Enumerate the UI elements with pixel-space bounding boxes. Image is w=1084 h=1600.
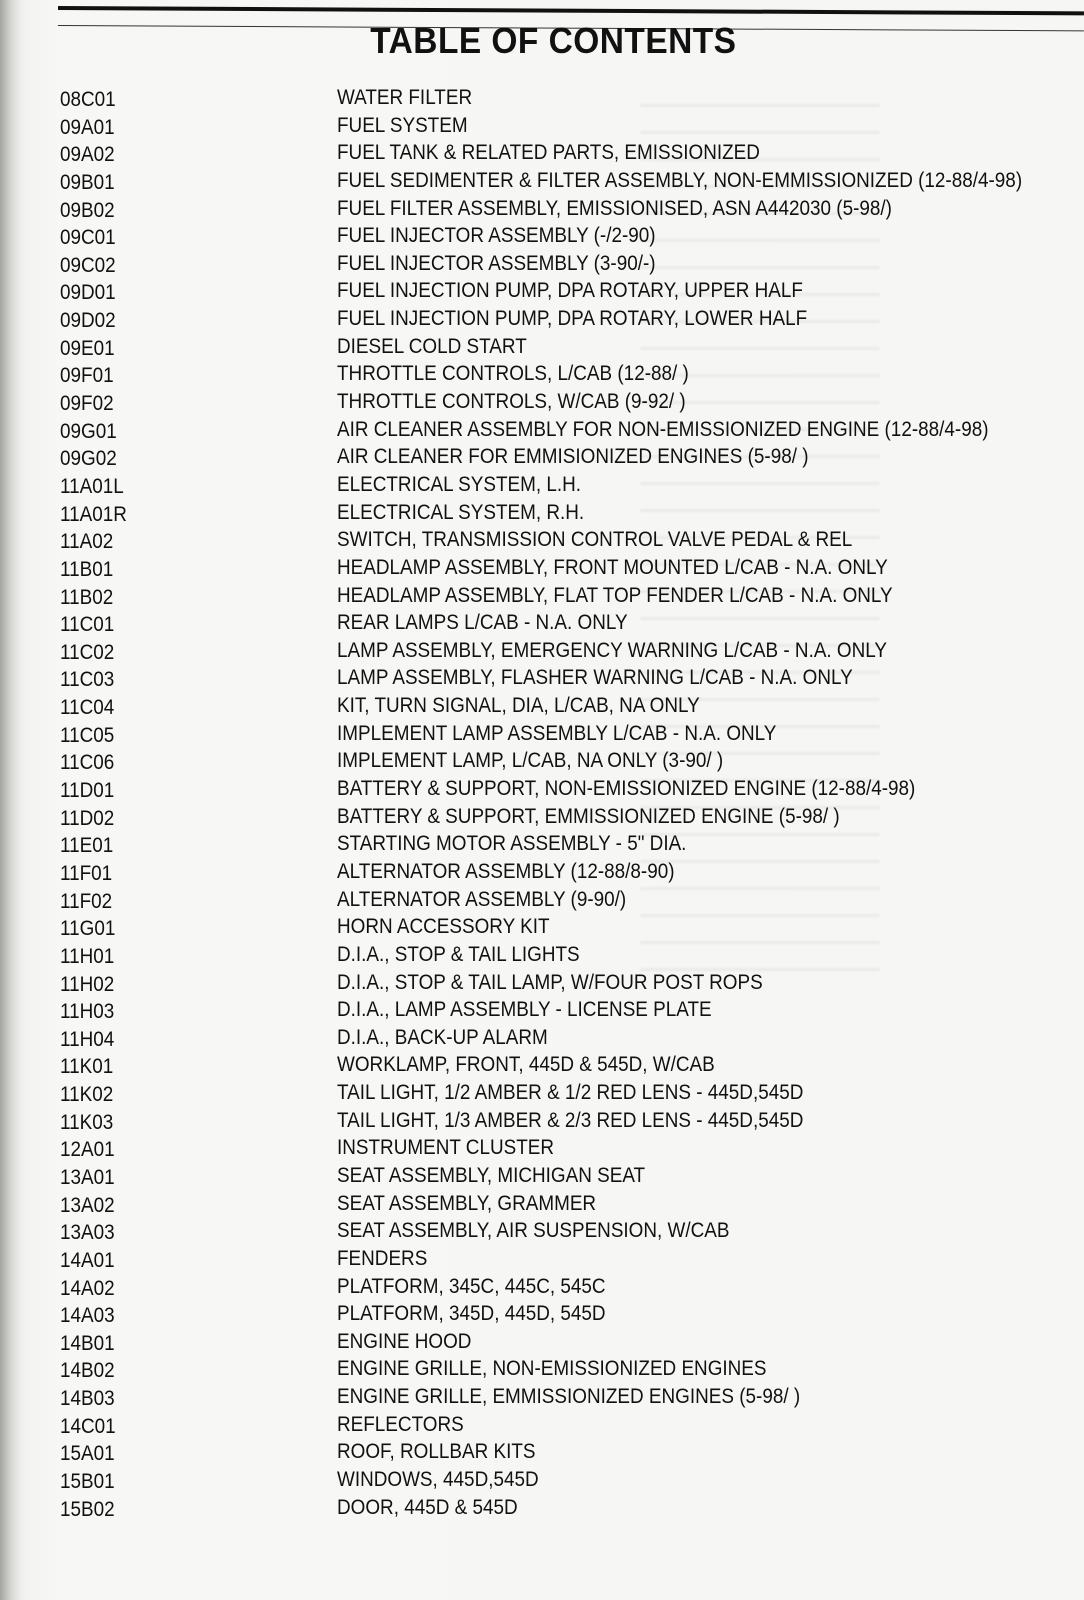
toc-entry	[0, 1466, 1084, 1494]
toc-entry	[0, 305, 1084, 333]
toc-entry-title: THROTTLE CONTROLS, W/CAB (9-92/ )	[337, 390, 686, 414]
toc-entry-title: FUEL SYSTEM	[337, 113, 468, 137]
toc-entry-code: 11B02	[60, 585, 114, 609]
toc-entry-code: 13A02	[60, 1193, 115, 1217]
toc-entry	[0, 1217, 1084, 1245]
toc-entry-code: 11H01	[60, 944, 115, 968]
toc-entry	[0, 664, 1084, 692]
toc-entry	[0, 996, 1084, 1024]
toc-entry	[0, 1438, 1084, 1466]
toc-entry-title: HEADLAMP ASSEMBLY, FLAT TOP FENDER L/CAB - N.A. ONLY	[337, 583, 893, 607]
toc-entry-title: FUEL INJECTOR ASSEMBLY (-/2-90)	[337, 224, 656, 248]
toc-entry-code: 11F02	[60, 889, 113, 913]
toc-entry-code: 11B01	[60, 557, 114, 581]
toc-entry	[0, 112, 1084, 140]
toc-entry-title: IMPLEMENT LAMP, L/CAB, NA ONLY (3-90/ )	[337, 749, 724, 773]
toc-entry-code: 14B01	[60, 1331, 115, 1355]
toc-entry-title: ENGINE GRILLE, NON-EMISSIONIZED ENGINES	[337, 1357, 767, 1381]
page-title: TABLE OF CONTENTS	[370, 20, 737, 61]
toc-entry-code: 09G02	[60, 447, 117, 471]
toc-entry-title: AIR CLEANER ASSEMBLY FOR NON-EMISSIONIZED ENGINE (12-88/4-98)	[337, 417, 989, 441]
toc-entry	[0, 1162, 1084, 1190]
toc-entry-title: FUEL INJECTOR ASSEMBLY (3-90/-)	[337, 251, 656, 275]
toc-entry-title: ALTERNATOR ASSEMBLY (12-88/8-90)	[337, 859, 675, 883]
toc-entry-code: 11A01L	[60, 474, 124, 498]
toc-entry-title: FUEL INJECTION PUMP, DPA ROTARY, UPPER HALF	[337, 279, 803, 303]
toc-entry-title: FENDERS	[337, 1246, 428, 1270]
toc-entry-code: 09B02	[60, 198, 115, 222]
toc-entry-title: KIT, TURN SIGNAL, DIA, L/CAB, NA ONLY	[337, 694, 700, 718]
toc-entry-code: 09E01	[60, 336, 115, 360]
toc-entry-title: BATTERY & SUPPORT, EMMISSIONIZED ENGINE (5-98/ )	[337, 804, 840, 828]
toc-entry-title: SEAT ASSEMBLY, MICHIGAN SEAT	[337, 1163, 646, 1187]
toc-entry	[0, 1383, 1084, 1411]
toc-entry-code: 09D01	[60, 281, 116, 305]
toc-entry-code: 15B02	[60, 1497, 115, 1521]
toc-entry-code: 11H03	[60, 1000, 115, 1024]
toc-entry	[0, 609, 1084, 637]
toc-entry	[0, 858, 1084, 886]
toc-entry	[0, 471, 1084, 499]
toc-entry-title: THROTTLE CONTROLS, L/CAB (12-88/ )	[337, 362, 689, 386]
toc-entry	[0, 803, 1084, 831]
toc-entry-code: 14A01	[60, 1248, 115, 1272]
toc-entry-title: LAMP ASSEMBLY, EMERGENCY WARNING L/CAB - N.A. ONLY	[337, 638, 888, 662]
toc-entry	[0, 443, 1084, 471]
toc-entry-title: SEAT ASSEMBLY, GRAMMER	[337, 1191, 597, 1215]
toc-entry	[0, 1328, 1084, 1356]
toc-entry	[0, 692, 1084, 720]
toc-entry-code: 11C05	[60, 723, 115, 747]
toc-entry-title: BATTERY & SUPPORT, NON-EMISSIONIZED ENGINE (12-88/4-98)	[337, 777, 916, 801]
toc-entry	[0, 941, 1084, 969]
toc-entry	[0, 1300, 1084, 1328]
toc-entry	[0, 1273, 1084, 1301]
toc-entry-code: 11F01	[60, 861, 113, 885]
toc-entry-title: FUEL TANK & RELATED PARTS, EMISSIONIZED	[337, 141, 760, 165]
toc-entry-code: 09A02	[60, 143, 115, 167]
toc-entry	[0, 1355, 1084, 1383]
toc-entry	[0, 222, 1084, 250]
toc-entry-code: 14C01	[60, 1414, 116, 1438]
toc-entry	[0, 886, 1084, 914]
toc-entry-title: TAIL LIGHT, 1/3 AMBER & 2/3 RED LENS - 445D,545D	[337, 1108, 804, 1132]
toc-entry-code: 09C02	[60, 253, 116, 277]
toc-entry	[0, 167, 1084, 195]
toc-entry-code: 13A01	[60, 1165, 115, 1189]
toc-entry-title: REFLECTORS	[337, 1412, 464, 1436]
table-of-contents	[0, 84, 1084, 1521]
toc-entry-title: TAIL LIGHT, 1/2 AMBER & 1/2 RED LENS - 445D,545D	[337, 1081, 804, 1105]
toc-entry-code: 11K01	[60, 1055, 114, 1079]
toc-entry-code: 11A01R	[60, 502, 127, 526]
toc-entry	[0, 1107, 1084, 1135]
toc-entry-title: PLATFORM, 345C, 445C, 545C	[337, 1274, 606, 1298]
toc-entry-title: WORKLAMP, FRONT, 445D & 545D, W/CAB	[337, 1053, 715, 1077]
toc-entry	[0, 84, 1084, 112]
toc-entry-title: REAR LAMPS L/CAB - N.A. ONLY	[337, 611, 628, 635]
toc-entry-title: ALTERNATOR ASSEMBLY (9-90/)	[337, 887, 627, 911]
toc-entry-code: 09B01	[60, 170, 115, 194]
toc-entry-code: 14B03	[60, 1387, 115, 1411]
toc-entry-code: 09A01	[60, 115, 115, 139]
toc-entry	[0, 195, 1084, 223]
toc-entry-code: 11A02	[60, 530, 114, 554]
toc-entry	[0, 526, 1084, 554]
toc-entry-title: PLATFORM, 345D, 445D, 545D	[337, 1302, 606, 1326]
toc-entry-code: 15A01	[60, 1442, 115, 1466]
toc-entry-code: 11G01	[60, 917, 116, 941]
toc-entry-title: STARTING MOTOR ASSEMBLY - 5" DIA.	[337, 832, 687, 856]
toc-entry-title: SEAT ASSEMBLY, AIR SUSPENSION, W/CAB	[337, 1219, 730, 1243]
toc-entry	[0, 969, 1084, 997]
toc-entry-code: 08C01	[60, 88, 116, 111]
toc-entry-title: D.I.A., LAMP ASSEMBLY - LICENSE PLATE	[337, 998, 712, 1022]
toc-entry-code: 11C02	[60, 640, 115, 664]
toc-entry	[0, 388, 1084, 416]
toc-entry-code: 11C01	[60, 613, 115, 637]
toc-entry-title: ROOF, ROLLBAR KITS	[337, 1440, 536, 1464]
toc-entry-title: IMPLEMENT LAMP ASSEMBLY L/CAB - N.A. ONLY	[337, 721, 777, 745]
toc-entry-code: 11D01	[60, 779, 115, 803]
toc-entry	[0, 1190, 1084, 1218]
toc-entry	[0, 416, 1084, 444]
toc-entry-code: 11K02	[60, 1083, 114, 1107]
toc-entry-code: 11C03	[60, 668, 115, 692]
toc-entry-code: 13A03	[60, 1221, 115, 1245]
toc-entry-title: ELECTRICAL SYSTEM, R.H.	[337, 500, 585, 524]
toc-entry-code: 09D02	[60, 309, 116, 333]
toc-entry-title: D.I.A., BACK-UP ALARM	[337, 1025, 548, 1049]
toc-entry-title: DOOR, 445D & 545D	[337, 1495, 518, 1519]
toc-entry-code: 09F02	[60, 392, 114, 416]
toc-entry	[0, 582, 1084, 610]
toc-entry	[0, 1079, 1084, 1107]
toc-entry-code: 11D02	[60, 806, 115, 830]
toc-entry-title: SWITCH, TRANSMISSION CONTROL VALVE PEDAL & REL	[337, 528, 853, 552]
toc-entry	[0, 775, 1084, 803]
toc-entry	[0, 360, 1084, 388]
toc-entry	[0, 637, 1084, 665]
toc-entry	[0, 913, 1084, 941]
toc-entry	[0, 1494, 1084, 1522]
toc-entry-code: 09G01	[60, 419, 117, 443]
toc-entry-title: LAMP ASSEMBLY, FLASHER WARNING L/CAB - N.A. ONLY	[337, 666, 853, 690]
toc-entry-code: 14B02	[60, 1359, 115, 1383]
toc-entry-title: D.I.A., STOP & TAIL LAMP, W/FOUR POST ROPS	[337, 970, 763, 994]
toc-entry-title: ENGINE HOOD	[337, 1329, 472, 1353]
toc-entry-title: WINDOWS, 445D,545D	[337, 1468, 539, 1492]
toc-entry-title: INSTRUMENT CLUSTER	[337, 1136, 555, 1160]
toc-entry-code: 11H04	[60, 1027, 115, 1051]
toc-entry	[0, 250, 1084, 278]
toc-entry-title: DIESEL COLD START	[337, 334, 527, 358]
toc-entry-title: FUEL SEDIMENTER & FILTER ASSEMBLY, NON-EMMISSIONIZED (12-88/4-98)	[337, 168, 1023, 192]
toc-entry	[0, 499, 1084, 527]
toc-entry	[0, 277, 1084, 305]
toc-entry-code: 11E01	[60, 834, 114, 858]
toc-entry-code: 11C04	[60, 696, 115, 720]
toc-entry	[0, 830, 1084, 858]
toc-entry	[0, 747, 1084, 775]
toc-entry-title: FUEL INJECTION PUMP, DPA ROTARY, LOWER HALF	[337, 307, 808, 331]
toc-entry-code: 12A01	[60, 1138, 115, 1162]
toc-entry-code: 09C01	[60, 226, 116, 250]
toc-entry-code: 11C06	[60, 751, 115, 775]
toc-entry-title: HORN ACCESSORY KIT	[337, 915, 550, 939]
toc-entry-title: ENGINE GRILLE, EMMISSIONIZED ENGINES (5-98/ )	[337, 1385, 801, 1409]
toc-entry-code: 11K03	[60, 1110, 114, 1134]
toc-entry-title: FUEL FILTER ASSEMBLY, EMISSIONISED, ASN A442030 (5-98/)	[337, 196, 892, 220]
toc-entry-title: AIR CLEANER FOR EMMISIONIZED ENGINES (5-98/ )	[337, 445, 809, 469]
toc-entry-code: 09F01	[60, 364, 114, 388]
toc-entry	[0, 1024, 1084, 1052]
toc-entry	[0, 1245, 1084, 1273]
toc-entry	[0, 1134, 1084, 1162]
toc-entry-title: WATER FILTER	[337, 86, 473, 109]
toc-entry-code: 15B01	[60, 1470, 115, 1494]
toc-entry	[0, 554, 1084, 582]
toc-entry	[0, 333, 1084, 361]
toc-entry-title: D.I.A., STOP & TAIL LIGHTS	[337, 942, 580, 966]
toc-entry-code: 14A02	[60, 1276, 115, 1300]
toc-entry-title: HEADLAMP ASSEMBLY, FRONT MOUNTED L/CAB - N.A. ONLY	[337, 555, 888, 579]
toc-entry-code: 11H02	[60, 972, 115, 996]
toc-entry	[0, 139, 1084, 167]
toc-entry	[0, 1051, 1084, 1079]
toc-entry-code: 14A03	[60, 1304, 115, 1328]
toc-entry-title: ELECTRICAL SYSTEM, L.H.	[337, 472, 582, 496]
toc-entry	[0, 720, 1084, 748]
toc-entry	[0, 1411, 1084, 1439]
